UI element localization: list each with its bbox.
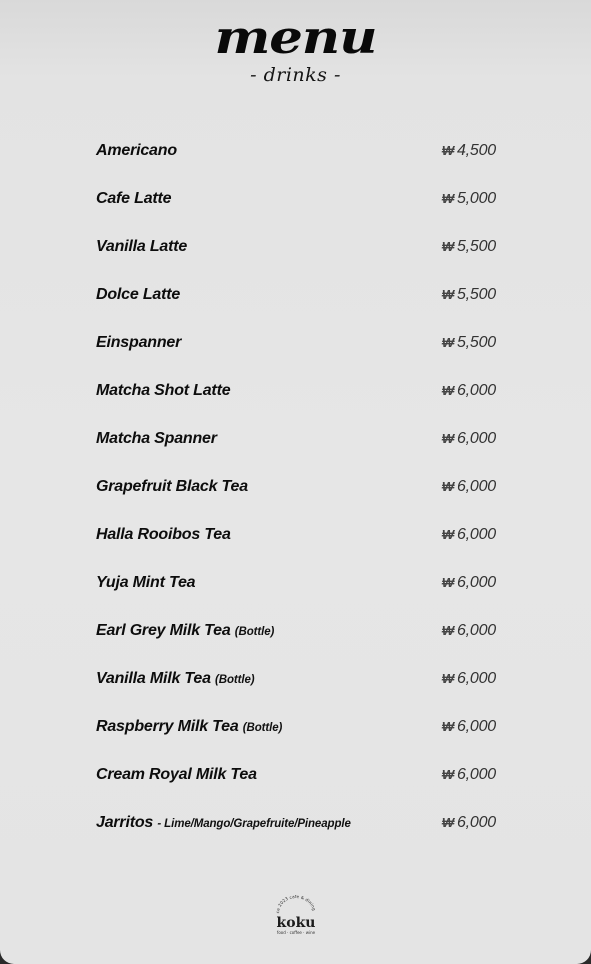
menu-item — [96, 711, 496, 759]
menu-item-name — [96, 567, 195, 599]
menu-item-price — [442, 135, 496, 167]
menu-item-note: (Bottle) — [242, 722, 283, 734]
won-currency-icon: ₩ — [441, 527, 454, 542]
menu-item — [96, 663, 496, 711]
menu-item-price — [442, 759, 496, 791]
menu-item-price — [442, 807, 496, 839]
menu-item-label: Yuja Mint Tea — [96, 574, 196, 591]
menu-item-price-amount: 6,000 — [456, 526, 496, 543]
menu-item-label: Halla Rooibos Tea — [96, 526, 231, 543]
menu-item-name — [96, 471, 248, 503]
menu-item-name — [96, 615, 274, 648]
won-currency-icon: ₩ — [441, 335, 454, 350]
menu-item-name — [96, 423, 217, 455]
menu-item-price — [442, 567, 496, 599]
menu-item-price-amount: 6,000 — [456, 574, 496, 591]
menu-item-price-amount: 4,500 — [456, 142, 496, 159]
menu-item-price — [442, 471, 496, 503]
menu-item — [96, 615, 496, 663]
logo-tagline: food · coffee · wine — [276, 930, 316, 935]
menu-item — [96, 135, 496, 183]
menu-item-price-amount: 6,000 — [456, 382, 496, 399]
menu-item-price — [442, 279, 496, 311]
menu-item-price-amount: 6,000 — [456, 430, 496, 447]
won-currency-icon: ₩ — [441, 191, 454, 206]
menu-item-price — [442, 423, 496, 455]
menu-item — [96, 471, 496, 519]
menu-item — [96, 279, 496, 327]
menu-item-label: Dolce Latte — [96, 286, 181, 303]
menu-item-label: Jarritos — [96, 814, 154, 831]
menu-item-name — [96, 759, 257, 791]
menu-item-price-amount: 5,500 — [456, 238, 496, 255]
menu-item-label: Raspberry Milk Tea — [96, 718, 239, 735]
won-currency-icon: ₩ — [441, 479, 454, 494]
menu-item-price — [442, 231, 496, 263]
menu-item — [96, 807, 496, 855]
menu-item-label: Americano — [96, 142, 177, 159]
menu-item-name — [96, 327, 181, 359]
menu-item-label: Grapefruit Black Tea — [96, 478, 248, 495]
menu-item-price-amount: 6,000 — [456, 478, 496, 495]
menu-item-label: Einspanner — [96, 334, 182, 351]
menu-item — [96, 423, 496, 471]
menu-item-name — [96, 519, 231, 551]
menu-item-note: - Lime/Mango/Grapefruite/Pineapple — [157, 818, 351, 830]
menu-item-name — [96, 231, 187, 263]
menu-item — [96, 567, 496, 615]
menu-item-label: Earl Grey Milk Tea — [96, 622, 231, 639]
menu-item — [96, 759, 496, 807]
menu-item-label: Vanilla Latte — [96, 238, 188, 255]
won-currency-icon: ₩ — [441, 143, 454, 158]
menu-item-price — [442, 327, 496, 359]
menu-item-price-amount: 6,000 — [456, 622, 496, 639]
menu-item-price-amount: 5,000 — [456, 190, 496, 207]
menu-item-name — [96, 135, 177, 167]
menu-item-label: Matcha Spanner — [96, 430, 217, 447]
menu-item — [96, 327, 496, 375]
drinks-list — [96, 135, 496, 855]
menu-item — [96, 183, 496, 231]
won-currency-icon: ₩ — [441, 671, 454, 686]
menu-item-price-amount: 6,000 — [456, 814, 496, 831]
menu-item-price — [442, 519, 496, 551]
menu-item-name — [96, 279, 180, 311]
menu-item-price-amount: 5,500 — [456, 286, 496, 303]
menu-item — [96, 519, 496, 567]
menu-item-price — [442, 663, 496, 695]
menu-item-name — [96, 183, 171, 215]
menu-item-label: Vanilla Milk Tea — [96, 670, 211, 687]
won-currency-icon: ₩ — [441, 383, 454, 398]
menu-item — [96, 375, 496, 423]
won-currency-icon: ₩ — [441, 623, 454, 638]
menu-item-price — [442, 183, 496, 215]
menu-item — [96, 231, 496, 279]
menu-item-name — [96, 807, 351, 840]
menu-item-price — [442, 615, 496, 647]
menu-item-label: Cream Royal Milk Tea — [96, 766, 257, 783]
won-currency-icon: ₩ — [441, 719, 454, 734]
menu-header — [0, 10, 591, 86]
logo-arc-text: ce 2023 cafe & dining — [274, 895, 317, 914]
won-currency-icon: ₩ — [441, 287, 454, 302]
won-currency-icon: ₩ — [441, 575, 454, 590]
logo-wordmark: koku — [276, 915, 316, 931]
menu-item-note: (Bottle) — [215, 674, 255, 686]
menu-item-price-amount: 5,500 — [456, 334, 496, 351]
menu-subtitle: - drinks - — [250, 64, 341, 86]
menu-item-price — [442, 375, 496, 407]
menu-title: menu — [214, 10, 377, 64]
svg-text:since 2023 cafe & dining bar — [266, 895, 317, 913]
won-currency-icon: ₩ — [441, 767, 454, 782]
menu-item-label: Cafe Latte — [96, 190, 172, 207]
menu-item-note: (Bottle) — [234, 626, 275, 638]
menu-item-name — [96, 375, 230, 407]
koku-logo — [266, 895, 326, 939]
won-currency-icon: ₩ — [441, 815, 454, 830]
menu-item-price-amount: 6,000 — [456, 766, 496, 783]
menu-item-name — [96, 711, 282, 744]
won-currency-icon: ₩ — [441, 239, 454, 254]
menu-item-name — [96, 663, 254, 696]
menu-item-price — [442, 711, 496, 743]
menu-item-price-amount: 6,000 — [456, 718, 496, 735]
won-currency-icon: ₩ — [441, 431, 454, 446]
menu-item-price-amount: 6,000 — [456, 670, 496, 687]
menu-item-label: Matcha Shot Latte — [96, 382, 231, 399]
